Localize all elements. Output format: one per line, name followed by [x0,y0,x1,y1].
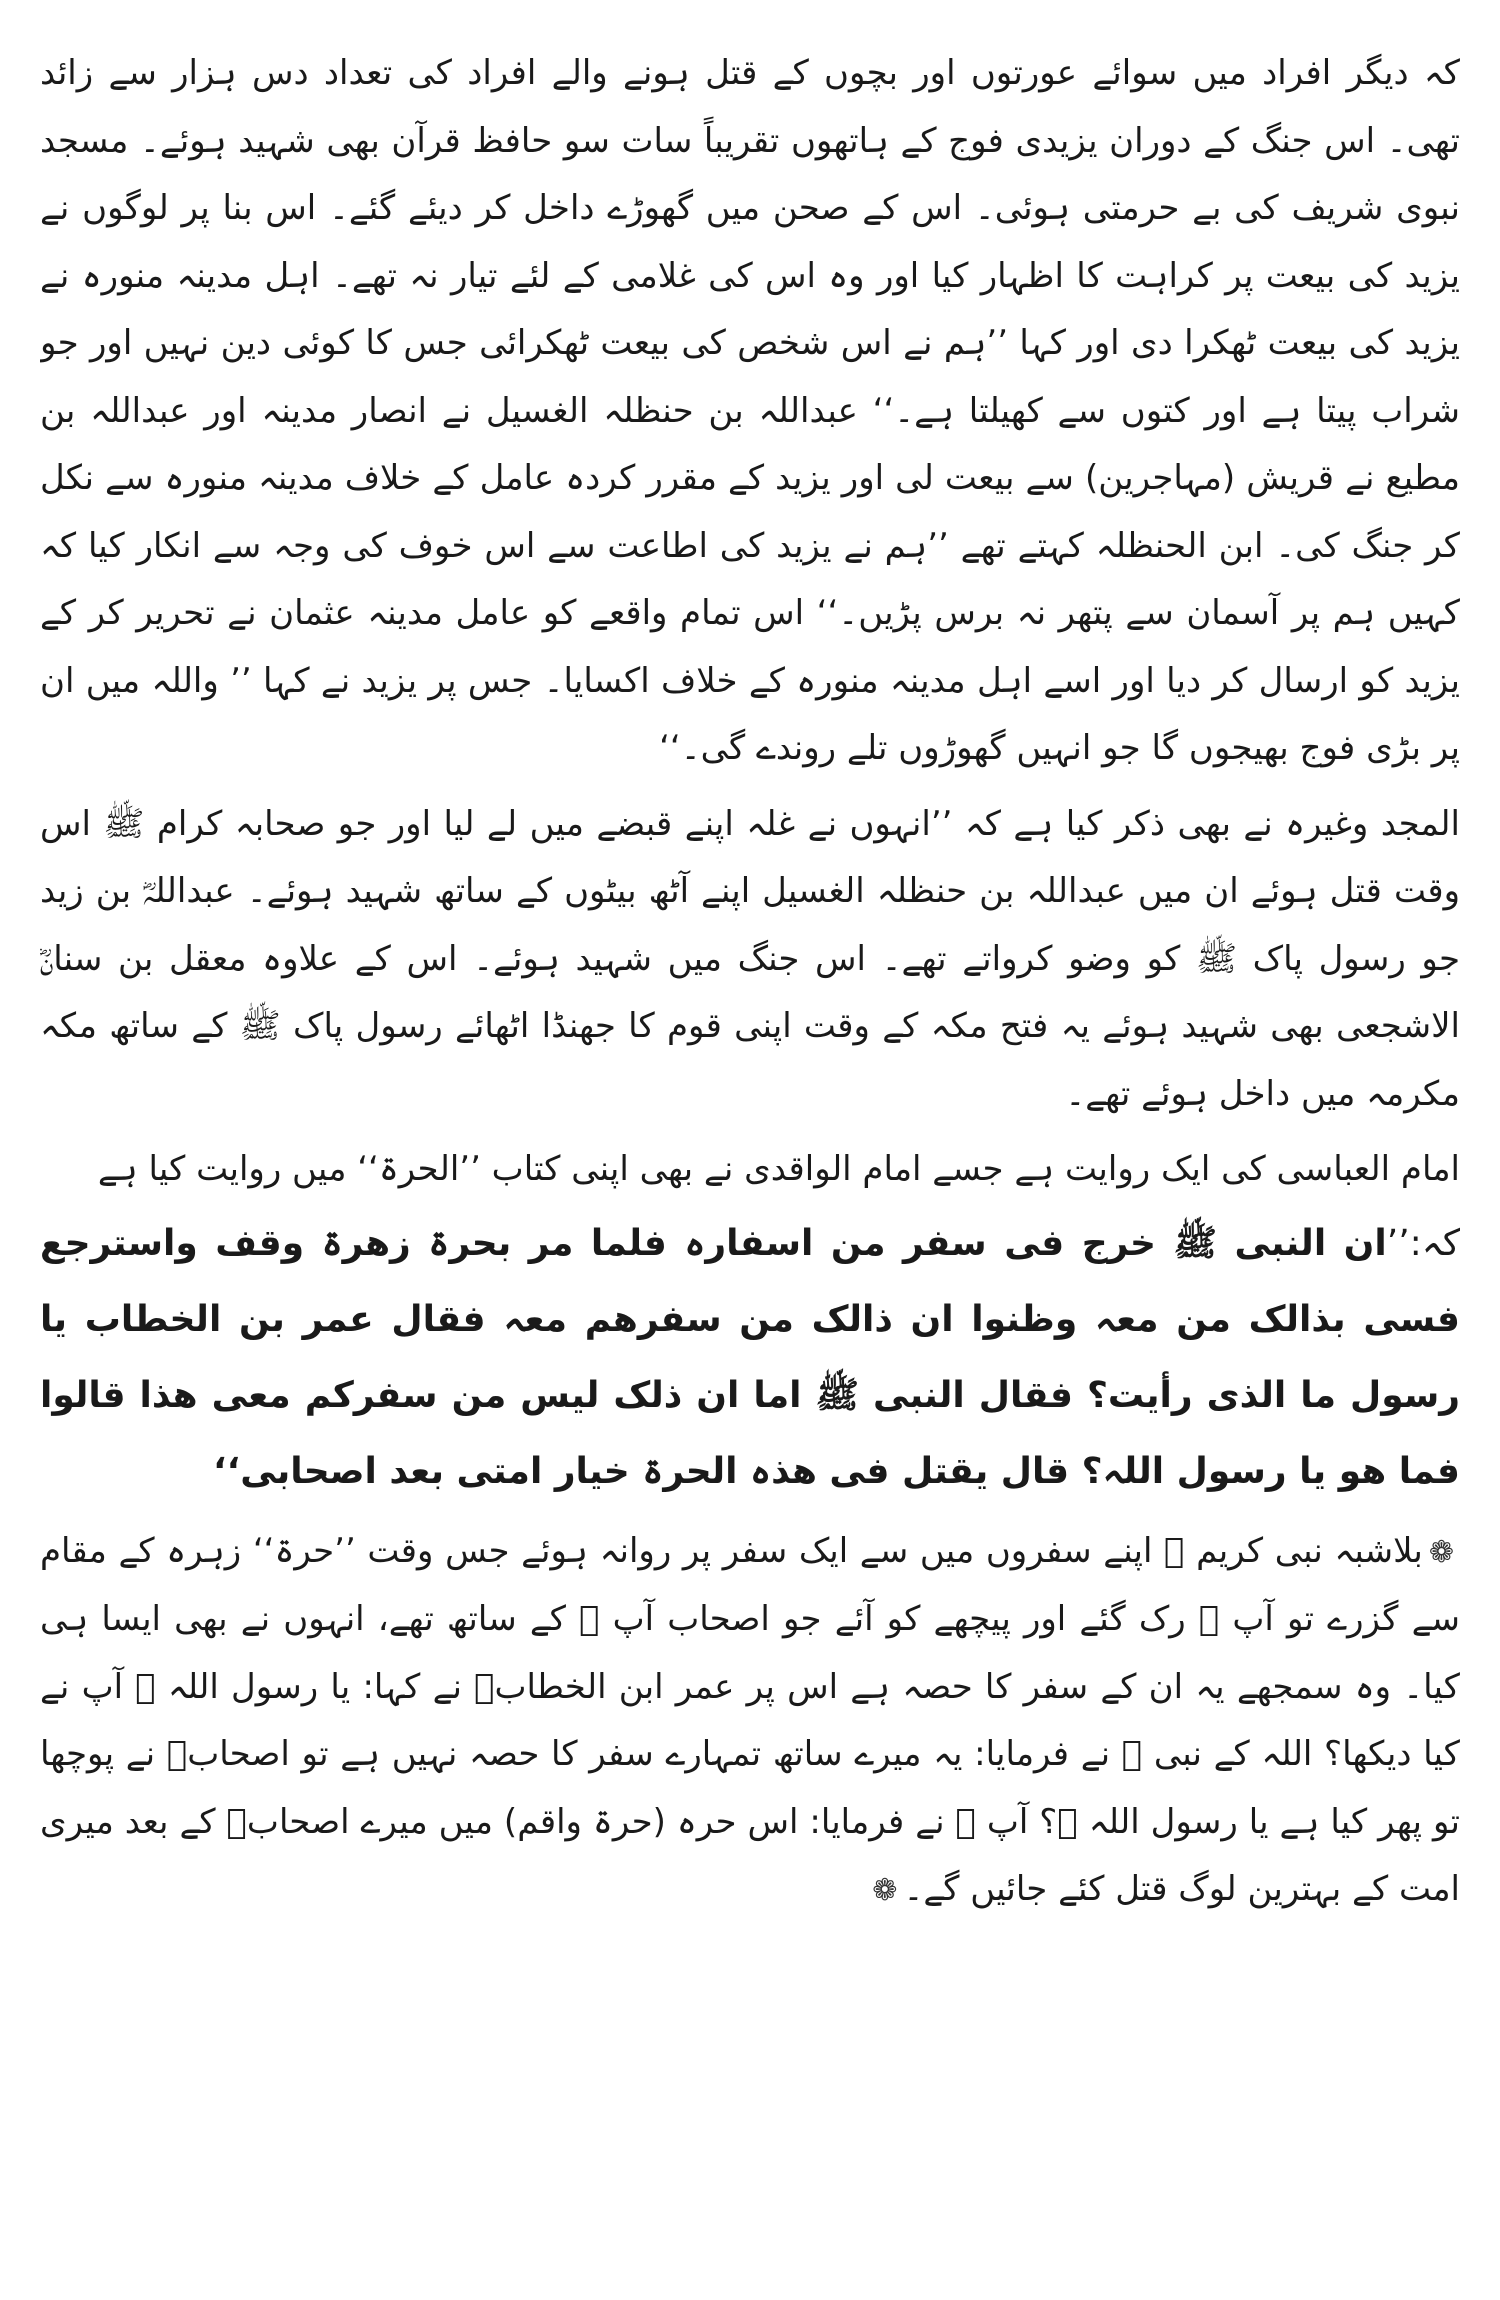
paragraph-hadith-translation [40,1518,1460,1925]
hadith-lead: کہ:’’ [1386,1222,1460,1264]
paragraph-narration-intro: امام العباسی کی ایک روایت ہے جسے امام الواقدی نے بھی اپنی کتاب ’’الحرۃ‘‘ میں روایت کیا ہے [97,1149,1460,1189]
close-flower-mark-icon: ❁ [872,1873,898,1908]
paragraph-arabic-hadith [40,1206,1460,1510]
open-flower-mark-icon: ❁ [1428,1534,1454,1570]
document-page [40,40,1460,2270]
paragraph-companions-martyred: المجد وغیرہ نے بھی ذکر کیا ہے کہ ’’انہوں نے غلہ اپنے قبضے میں لے لیا اور جو صحابہ کرام ﷺ اس وقت قتل ہوئے ان میں عبداللہ بن حنظلہ الغسیل اپنے آٹھ بیٹوں کے ساتھ شہید ہوئے۔ عبداللہؓ بن زید جو رسول پاک ﷺ کو وضو کرواتے تھے۔ اس جنگ میں شہید ہوئے۔ اس کے علاوہ معقل بن سنانؓ الاشجعی بھی شہید ہوئے یہ فتح مکہ کے وقت اپنی قوم کا جھنڈا اٹھائے رسول پاک ﷺ کے ساتھ مکہ مکرمہ میں داخل ہوئے تھے۔ [40,803,1460,1114]
paragraph-battle-account: کہ دیگر افراد میں سوائے عورتوں اور بچوں کے قتل ہونے والے افراد کی تعداد دس ہزار سے زائد تھی۔ اس جنگ کے دوران یزیدی فوج کے ہاتھوں تقریباً سات سو حافظ قرآن بھی شہید ہوئے۔ مسجد نبوی شریف کی بے حرمتی ہوئی۔ اس کے صحن میں گھوڑے داخل کر دیئے گئے۔ اس بنا پر لوگوں نے یزید کی بیعت پر کراہت کا اظہار کیا اور وہ اس کی غلامی کے لئے تیار نہ تھے۔ اہل مدینہ منورہ نے یزید کی بیعت ٹھکرا دی اور کہا ’’ہم نے اس شخص کی بیعت ٹھکرائی جس کا کوئی دین نہیں اور جو شراب پیتا ہے اور کتوں سے کھیلتا ہے۔‘‘ عبداللہ بن حنظلہ الغسیل نے انصار مدینہ اور عبداللہ بن مطیع نے قریش (مہاجرین) سے بیعت لی اور یزید کے مقرر کردہ عامل کے خلاف مدینہ منورہ سے نکل کر جنگ کی۔ ابن الحنظلہ کہتے تھے ’’ہم نے یزید کی اطاعت سے اس خوف کی وجہ سے انکار کیا کہ کہیں ہم پر آسمان سے پتھر نہ برس پڑیں۔‘‘ اس تمام واقعے کو عامل مدینہ عثمان نے تحریر کر کے یزید کو ارسال کر دیا اور اسے اہل مدینہ منورہ کے خلاف اکسایا۔ جس پر یزید نے کہا ’’ واللہ میں ان پر بڑی فوج بھیجوں گا جو انہیں گھوڑوں تلے روندے گی۔‘‘ [40,53,1460,768]
translation-text: بلاشبہ نبی کریم ﷺ اپنے سفروں میں سے ایک سفر پر روانہ ہوئے جس وقت ’’حرۃ‘‘ زہرہ کے مقام سے گزرے تو آپ ﷺ رک گئے اور پیچھے کو آئے جو اصحاب آپ ﷺ کے ساتھ تھے، انہوں نے بھی ایسا ہی کیا۔ وہ سمجھے یہ ان کے سفر کا حصہ ہے اس پر عمر ابن الخطابؓ نے کہا: یا رسول اللہ ﷺ آپ نے کیا دیکھا؟ اللہ کے نبی ﷺ نے فرمایا: یہ میرے ساتھ تمہارے سفر کا حصہ نہیں ہے تو اصحابؓ نے پوچھا تو پھر کیا ہے یا رسول اللہ ﷺ؟ آپ ﷺ نے فرمایا: اس حرہ (حرۃ واقم) میں میرے اصحابؓ کے بعد میری امت کے بہترین لوگ قتل کئے جائیں گے۔ [40,1530,1460,1909]
hadith-arabic-text: ان النبی ﷺ خرج فی سفر من اسفارہ فلما مر بحرۃ زھرۃ وقف واسترجع فسی بذالک من معہ وظنوا ان ذالک من سفرھم معہ فقال عمر بن الخطاب یا رسول ما الذی رأیت؟ فقال النبی ﷺ اما ان ذلک لیس من سفرکم معی ھذا قالوا فما ھو یا رسول اللہ؟ قال یقتل فی ھذہ الحرۃ خیار امتی بعد اصحابی‘‘ [40,1222,1460,1492]
